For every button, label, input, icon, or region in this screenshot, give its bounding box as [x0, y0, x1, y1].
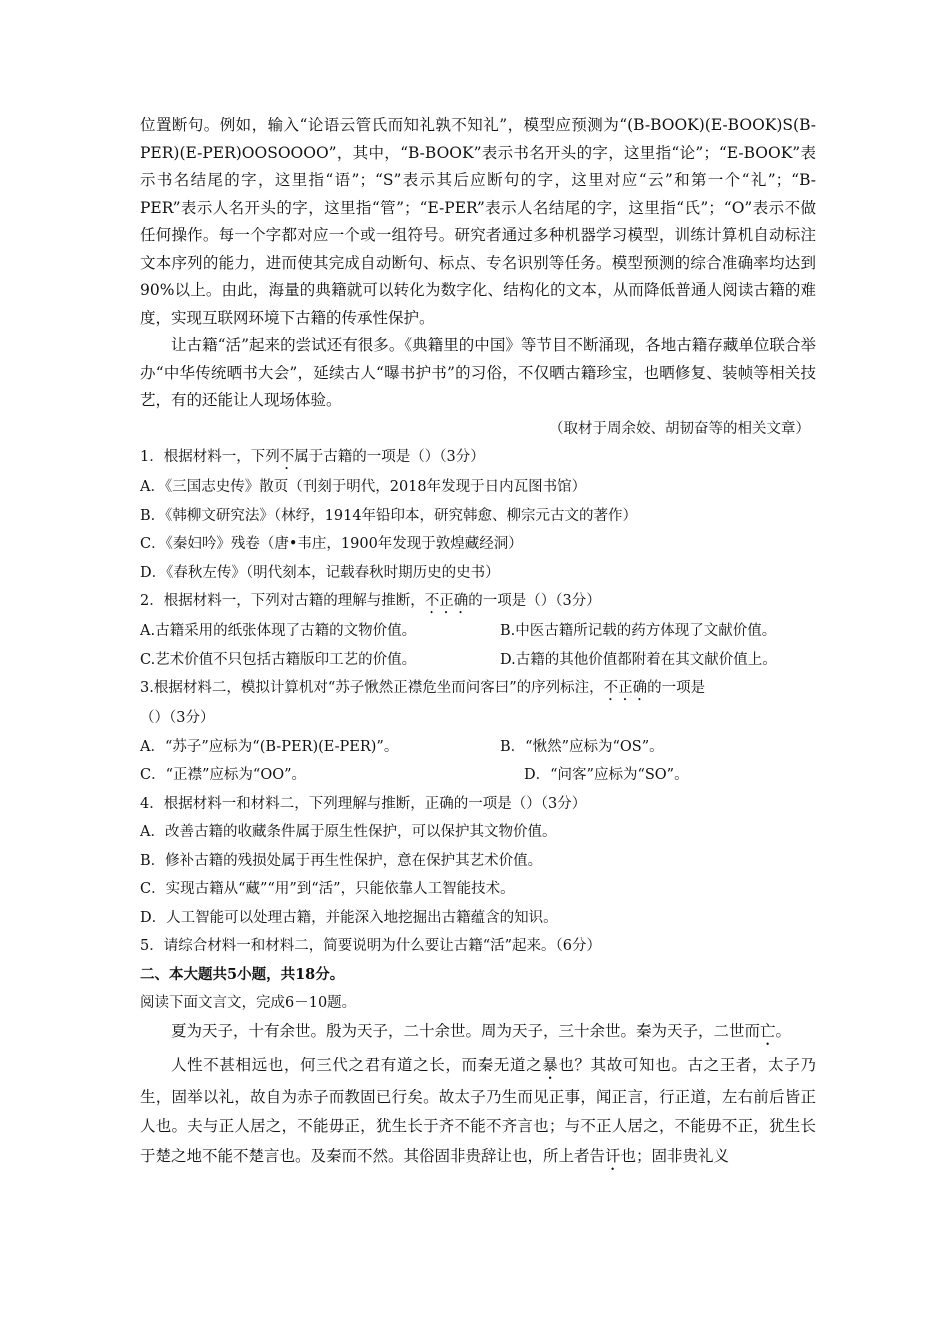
- question-1-option-a: A．《三国志史传》散页（刊刻于明代，2018年发现于日内瓦图书馆）: [140, 479, 587, 495]
- question-4-option-d: D．人工智能可以处理古籍，并能深入地挖掘出古籍蕴含的知识。: [140, 909, 558, 926]
- question-3-options-row-1: [140, 733, 816, 762]
- emphasis-text: 讦: [605, 1146, 621, 1165]
- emphasis-text: 亡: [760, 1021, 776, 1040]
- question-1-option-c: C．《秦妇吟》残卷（唐•韦庄，1900年发现于敦煌藏经洞）: [140, 536, 523, 552]
- question-4-option-a: A．改善古籍的收藏条件属于原生性保护，可以保护其文物价值。: [140, 824, 557, 840]
- question-2-options-row-1: [140, 617, 816, 646]
- question-5-stem: 5．请综合材料一和材料二，简要说明为什么要让古籍“活”起来。（6分）: [140, 938, 602, 954]
- question-3-option-b: B．“愀然”应标为“OS”。: [500, 738, 664, 755]
- question-3-option-c: C．“正襟”应标为“OO”。: [140, 767, 307, 783]
- material2-paragraph-2: 让古籍“活”起来的尝试还有很多。《典籍里的中国》等节目不断涌现，各地古籍存藏单位联合举办“中华传统晒书大会”，延续古人“曝书护书”的习俗，不仅晒古籍珍宝，也晒修复、装帧等相关技艺，有的还能让人现场体验。: [140, 336, 816, 409]
- question-4-option-c: C．实现古籍从“藏”“用”到“活”，只能依靠人工智能技术。: [140, 881, 515, 897]
- question-2-option-b: B.中医古籍所记载的药方体现了文献价值。: [500, 623, 777, 639]
- classical-text-paragraph-1: 夏为天子，十有余世。殷为天子，二十余世。周为天子，三十余世。秦为天子，二世而亡。: [171, 1021, 792, 1040]
- document-page: [140, 112, 816, 1174]
- question-1-option-d: D．《春秋左传》（明代刻本，记载春秋时期历史的史书）: [140, 564, 500, 581]
- question-1-stem: 1．根据材料一，下列不属于古籍的一项是（）（3分）: [140, 449, 485, 465]
- material2-paragraph-1: 位置断句。例如，输入“论语云管氏而知礼孰不知礼”，模型应预测为“(B-BOOK)(E-BOOK)S(B-PER)(E-PER)OOSOOOO”，其中，“B-BOOK”表示书名开头的字，这里指“论”；“E-BOOK”表示书名结尾的字，这里指“语”；“S”表示其后应断句的字，这里对应“云”和第一个“礼”；“B-PER”表示人名开头的字，这里指“管”；“E-PER”表示人名结尾的字，这里指“氏”；“O”表示不做任何操作。每一个字都对应一个或一组符号。研究者通过多种机器学习模型，训练计算机自动标注文本序列的能力，进而使其完成自动断句、标点、专名识别等任务。模型预测的综合准确率均达到90%以上。由此，海量的典籍就可以转化为数字化、结构化的文本，从而降低普通人阅读古籍的难度，实现互联网环境下古籍的传承性保护。: [140, 116, 816, 327]
- question-2-option-a: A.古籍采用的纸张体现了古籍的文物价值。: [140, 623, 417, 639]
- section-2-heading: 二、本大题共5小题，共18分。: [140, 965, 345, 983]
- question-2-option-d: D.古籍的其他价值都附着在其文献价值上。: [500, 651, 777, 668]
- question-2-option-c: C.艺术价值不只包括古籍版印工艺的价值。: [140, 651, 417, 668]
- question-3-stem-continued: （）（3分）: [140, 710, 215, 726]
- question-3-stem: 3.根据材料二，模拟计算机对“苏子愀然正襟危坐而问客曰”的序列标注，不正确的一项是: [140, 680, 706, 696]
- question-2-stem: 2．根据材料一，下列对古籍的理解与推断，不正确的一项是（）（3分）: [140, 593, 601, 609]
- question-4-stem: 4．根据材料一和材料二，下列理解与推断，正确的一项是（）（3分）: [140, 795, 587, 812]
- emphasis-text: 不正确: [424, 593, 469, 609]
- question-4-option-b: B．修补古籍的残损处属于再生性保护，意在保护其艺术价值。: [140, 852, 543, 869]
- emphasis-text: 暴: [542, 1055, 559, 1074]
- section-2-intro: 阅读下面文言文，完成6－10题。: [140, 995, 357, 1011]
- source-citation: （取材于周余姣、胡韧奋等的相关文章）: [549, 420, 810, 437]
- question-3-option-d: D．“问客”应标为“SO”。: [524, 767, 689, 783]
- question-3-options-row-2: [140, 761, 816, 790]
- classical-text-paragraph-2: 人性不甚相远也，何三代之君有道之长，而秦无道之暴也？其故可知也。古之王者，太子乃生，固举以礼，故自为赤子而教固已行矣。故太子乃生而见正事，闻正言，行正道，左右前后皆正人也。夫与正人居之，不能毋正，犹生长于齐不能不齐言也；与不正人居之，不能毋不正，犹生长于楚之地不能不楚言也。及秦而不然。其俗固非贵辞让也，所上者告讦也；固非贵礼义: [140, 1055, 816, 1165]
- emphasis-text: 不正确: [603, 680, 648, 696]
- question-1-option-b: B．《韩柳文研究法》（林纾，1914年铅印本，研究韩愈、柳宗元古文的著作）: [140, 507, 638, 524]
- question-3-option-a: A．“苏子”应标为“(B-PER)(E-PER)”。: [140, 738, 399, 755]
- emphasis-text: 不: [279, 449, 295, 465]
- question-2-options-row-2: [140, 646, 816, 675]
